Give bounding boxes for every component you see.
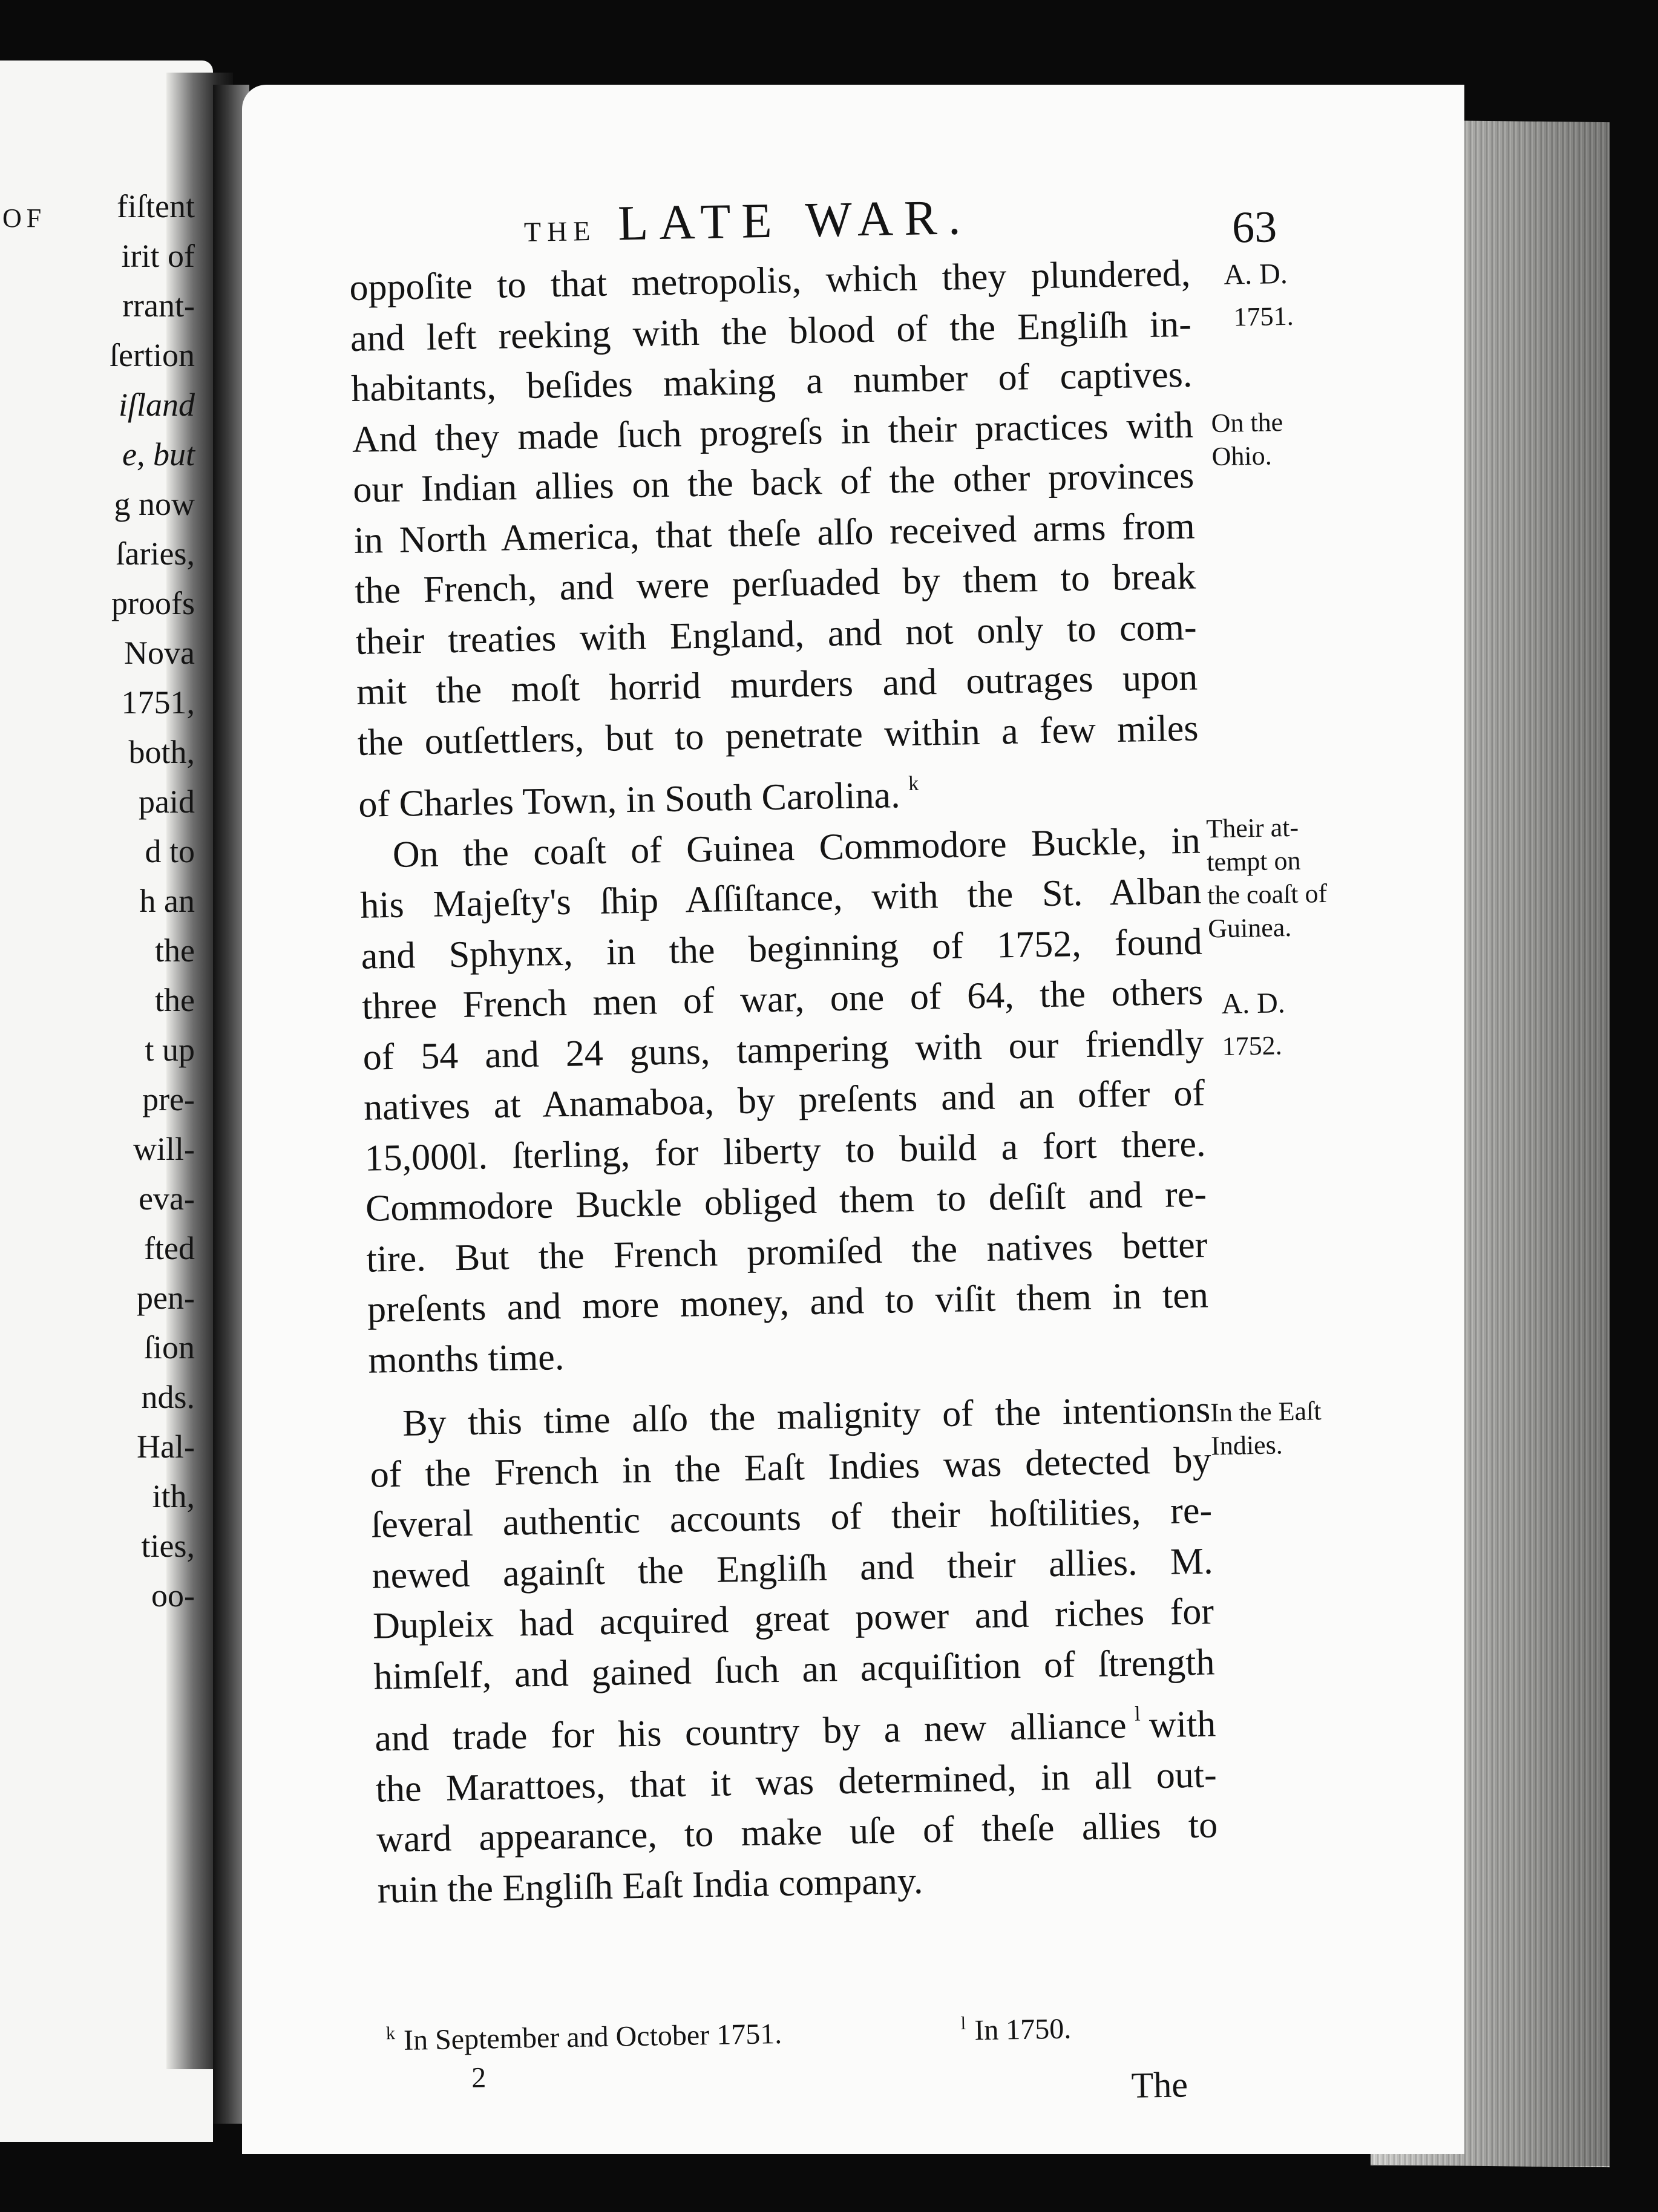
body-line-text: And they made ſuch progreſs in their practices with bbox=[352, 404, 1194, 460]
left-page-line: pre- bbox=[142, 1081, 195, 1117]
body-line-text: of 54 and 24 guns, tampering with our friendly bbox=[362, 1022, 1205, 1078]
running-head-title: LATE WAR. bbox=[617, 189, 972, 251]
left-page-line: 1751, bbox=[121, 684, 195, 721]
body-line-text: the Marattoes, that it was determined, in all out- bbox=[375, 1753, 1217, 1810]
margin-note-year-1751: 1751. bbox=[1233, 301, 1294, 332]
body-line-text: ſeveral authentic accounts of their hoſtilities, re- bbox=[370, 1490, 1213, 1546]
body-line-text: newed againſt the Engliſh and their allies. M. bbox=[372, 1540, 1214, 1597]
body-text bbox=[349, 249, 1219, 1916]
left-page-text-fragments bbox=[0, 182, 200, 1620]
body-line-text: and trade for his country by a new alliance bbox=[374, 1704, 1127, 1759]
page-number: 63 bbox=[1231, 202, 1277, 253]
left-page-line: fted bbox=[144, 1230, 195, 1266]
body-line-text: three French men of war, one of 64, the others bbox=[361, 971, 1204, 1027]
left-page-line: d to bbox=[145, 833, 195, 869]
body-line-text: By this time alſo the malignity of the intentions bbox=[402, 1389, 1211, 1444]
left-page-line: Nova bbox=[124, 635, 195, 671]
body-line-text: and Sphynx, in the beginning of 1752, found bbox=[361, 921, 1203, 977]
left-page-line: pen- bbox=[137, 1280, 195, 1316]
left-page-line: eva- bbox=[139, 1180, 195, 1217]
margin-note-east-indies-line1: In the Eaſt bbox=[1210, 1396, 1322, 1428]
body-line-text: tire. But the French promiſed the natives better bbox=[365, 1223, 1208, 1280]
margin-note-ad-2: A. D. bbox=[1221, 987, 1286, 1021]
body-line-text: and left reeking with the blood of the Engliſh in- bbox=[350, 303, 1192, 359]
body-line-text-continued: with bbox=[1148, 1703, 1216, 1746]
body-line-text: ward appearance, to make uſe of theſe allies to bbox=[376, 1804, 1218, 1860]
body-line-text: On the coaſt of Guinea Commodore Buckle, in bbox=[392, 820, 1201, 875]
body-line-text: ruin the Engliſh Eaſt India company. bbox=[377, 1860, 923, 1911]
margin-note-ohio-line2: Ohio. bbox=[1211, 440, 1273, 472]
left-page-line: e, but bbox=[122, 436, 195, 473]
body-line-text: of Charles Town, in South Carolina. bbox=[358, 774, 901, 825]
body-line-text: 15,000l. ſterling, for liberty to build a fort there. bbox=[364, 1123, 1207, 1179]
footnote-k-mark: k bbox=[385, 2023, 396, 2044]
left-page-line: g now bbox=[114, 486, 195, 522]
margin-note-guinea-line4: Guinea. bbox=[1207, 912, 1292, 944]
left-page-line: t up bbox=[145, 1032, 195, 1068]
left-page-line: will- bbox=[133, 1131, 195, 1167]
right-page-text-block bbox=[348, 182, 1420, 2106]
footnote-k bbox=[386, 2017, 782, 2057]
left-page-line: iſland bbox=[118, 387, 195, 423]
left-page-line: Hal- bbox=[137, 1428, 195, 1465]
left-page-line: ith, bbox=[152, 1478, 195, 1514]
margin-note-ad-1: A. D. bbox=[1223, 257, 1288, 291]
footnote-marker-k: k bbox=[908, 772, 919, 795]
left-page-line: ſion bbox=[143, 1329, 195, 1366]
left-page-line: h an bbox=[139, 883, 195, 919]
body-line-text: habitants, beſides making a number of captives. bbox=[350, 353, 1193, 410]
body-line-text: their treaties with England, and not only to com- bbox=[355, 606, 1198, 663]
body-line-text: himſelf, and gained ſuch an acquiſition of ſtrength bbox=[373, 1641, 1215, 1698]
body-line-text: months time. bbox=[367, 1336, 565, 1381]
body-line-text: natives at Anamaboa, by preſents and an offer of bbox=[363, 1072, 1205, 1128]
body-line-text: mit the moſt horrid murders and outrages upon bbox=[356, 656, 1198, 713]
left-page-line: irit of bbox=[121, 238, 195, 274]
left-page-line: the bbox=[155, 982, 195, 1018]
body-line-text: of the French in the Eaſt Indies was detected by bbox=[370, 1439, 1212, 1496]
body-line-text: in North America, that theſe alſo received arms from bbox=[353, 505, 1196, 561]
running-head-the: THE bbox=[523, 215, 597, 247]
margin-note-guinea-line1: Their at- bbox=[1205, 812, 1299, 844]
left-page-line: fiſtent bbox=[117, 188, 195, 224]
footnote-l-mark: l bbox=[960, 2013, 966, 2034]
footnote-l-text: In 1750. bbox=[974, 2012, 1072, 2047]
left-page-line: rrant- bbox=[122, 287, 195, 324]
left-page-line: oo- bbox=[151, 1577, 195, 1614]
footnote-k-text: In September and October 1751. bbox=[403, 2017, 782, 2057]
body-line-text: oppoſite to that metropolis, which they plundered, bbox=[349, 252, 1191, 309]
left-page-line: nds. bbox=[141, 1379, 195, 1415]
signature-mark: 2 bbox=[471, 2061, 487, 2094]
left-page-line: paid bbox=[139, 784, 195, 820]
margin-note-ohio-line1: On the bbox=[1211, 407, 1283, 439]
footnote-marker-l: l bbox=[1134, 1703, 1141, 1726]
left-page-line: the bbox=[155, 932, 195, 969]
margin-note-year-1752: 1752. bbox=[1222, 1030, 1283, 1061]
left-page-line: both, bbox=[128, 734, 195, 770]
left-page-line: ſertion bbox=[110, 337, 195, 373]
left-page-running-head: OF bbox=[2, 203, 47, 233]
running-head bbox=[523, 186, 1129, 253]
body-line-text: the French, and were perſuaded by them to break bbox=[354, 555, 1196, 612]
body-line-text: the outſettlers, but to penetrate within a few miles bbox=[357, 707, 1199, 764]
left-page-line: proofs bbox=[111, 585, 195, 621]
body-line-text: Commodore Buckle obliged them to deſiſt and re- bbox=[365, 1173, 1207, 1229]
body-line-text: our Indian allies on the back of the other provinces bbox=[352, 454, 1194, 511]
margin-note-east-indies-line2: Indies. bbox=[1210, 1430, 1283, 1461]
left-page-line: ties, bbox=[141, 1528, 195, 1564]
left-page-line: ſaries, bbox=[116, 535, 195, 572]
body-line-text: his Majeſty's ſhip Aſſiſtance, with the St. Alban bbox=[359, 870, 1202, 926]
body-line-text: Dupleix had acquired great power and riches for bbox=[372, 1591, 1214, 1647]
margin-note-guinea-line3: the coaſt of bbox=[1207, 878, 1328, 911]
catchword: The bbox=[1131, 2064, 1188, 2106]
body-line-text: preſents and more money, and to viſit them in ten bbox=[367, 1274, 1209, 1330]
margin-note-guinea-line2: tempt on bbox=[1206, 845, 1301, 877]
footnote-l bbox=[960, 2012, 1071, 2047]
